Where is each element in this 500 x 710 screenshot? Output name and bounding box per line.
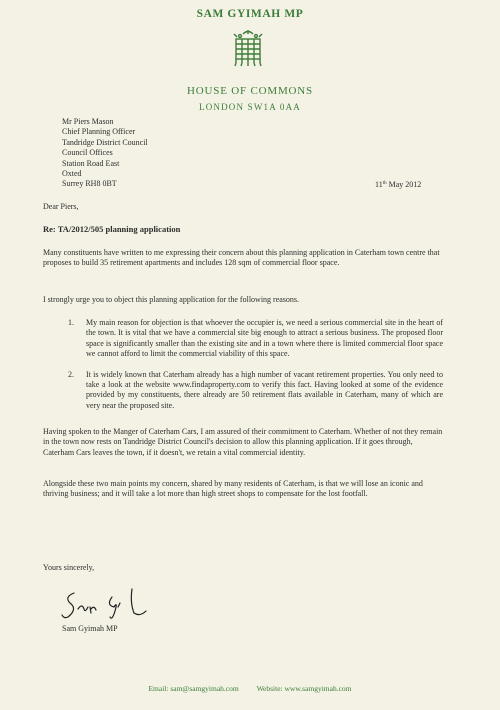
body-paragraph: Many constituents have written to me expressing their concern about this planning application in Caterham town centre that proposes to build 35 retirement apartments and includes 128 sqm of commercial floor space. [43, 248, 440, 268]
signer-name: Sam Gyimah MP [62, 624, 118, 633]
body-paragraph: Alongside these two main points my concern, shared by many residents of Caterham, is that we will lose an iconic and thriving business; and it will take a lot more than high street shops to compensate for the lost footfall. [43, 479, 423, 499]
date-day: 11 [375, 180, 383, 189]
date-suffix: th [382, 181, 387, 186]
address-line: Chief Planning Officer [62, 127, 136, 137]
footer [0, 684, 500, 693]
address-line: Oxted [62, 169, 82, 179]
date-rest: May 2012 [386, 180, 422, 189]
list-item-number: 2. [68, 369, 74, 379]
address-line: Mr Piers Mason [62, 117, 114, 126]
letterhead-city: LONDON SW1A 0AA [199, 102, 301, 112]
reasons-list [68, 318, 443, 411]
letterhead-house: HOUSE OF COMMONS [187, 85, 313, 97]
list-item-text: It is widely known that Caterham already has a high number of vacant retirement properties. You only need to take a look at the website www.findaproperty.com to verify this fact. Having looked at some of the evidence provided by my constituents, there already are 50 retirement flats available in Caterham, many of which are very near the proposed site. [86, 369, 443, 410]
letter-date [375, 180, 421, 189]
footer-email: Email: sam@samgyimah.com [148, 684, 239, 693]
list-item [68, 370, 443, 412]
list-item-text: My main reason for objection is that whoever the occupier is, we need a serious commercial site in the heart of the town. It is vital that we have a commercial site big enough to attract a serious business. The proposed floor space is significantly smaller than the existing site and in a town where there is limited commercial floor space we cannot afford to limit the commercial viability of this space. [86, 318, 443, 359]
letterhead-name: SAM GYIMAH MP [196, 8, 304, 20]
footer-website: Website: www.samgyimah.com [256, 684, 352, 693]
recipient-address [62, 117, 148, 190]
address-line: Station Road East [62, 158, 120, 168]
signature-image [60, 583, 180, 623]
signoff: Yours sincerely, [43, 563, 95, 572]
address-line: Tandridge District Council [62, 137, 148, 147]
address-line: Surrey RH8 0BT [62, 179, 117, 189]
salutation: Dear Piers, [43, 202, 79, 211]
portcullis-icon [231, 28, 265, 68]
body-paragraph: Having spoken to the Manger of Caterham Cars, I am assured of their commitment to Caterham. Whether of not they remain in the town now rests on Tandridge District Council's decision to allow this planning application. If it goes through, Caterham Cars leaves the town, if it doesn't, we retain a vital commercial identity. [43, 427, 443, 457]
list-item-number: 1. [68, 318, 74, 327]
address-line: Council Offices [62, 148, 113, 158]
body-paragraph: I strongly urge you to object this planning application for the following reasons. [43, 295, 300, 304]
subject-line: Re: TA/2012/505 planning application [43, 224, 181, 234]
list-item [68, 318, 443, 360]
